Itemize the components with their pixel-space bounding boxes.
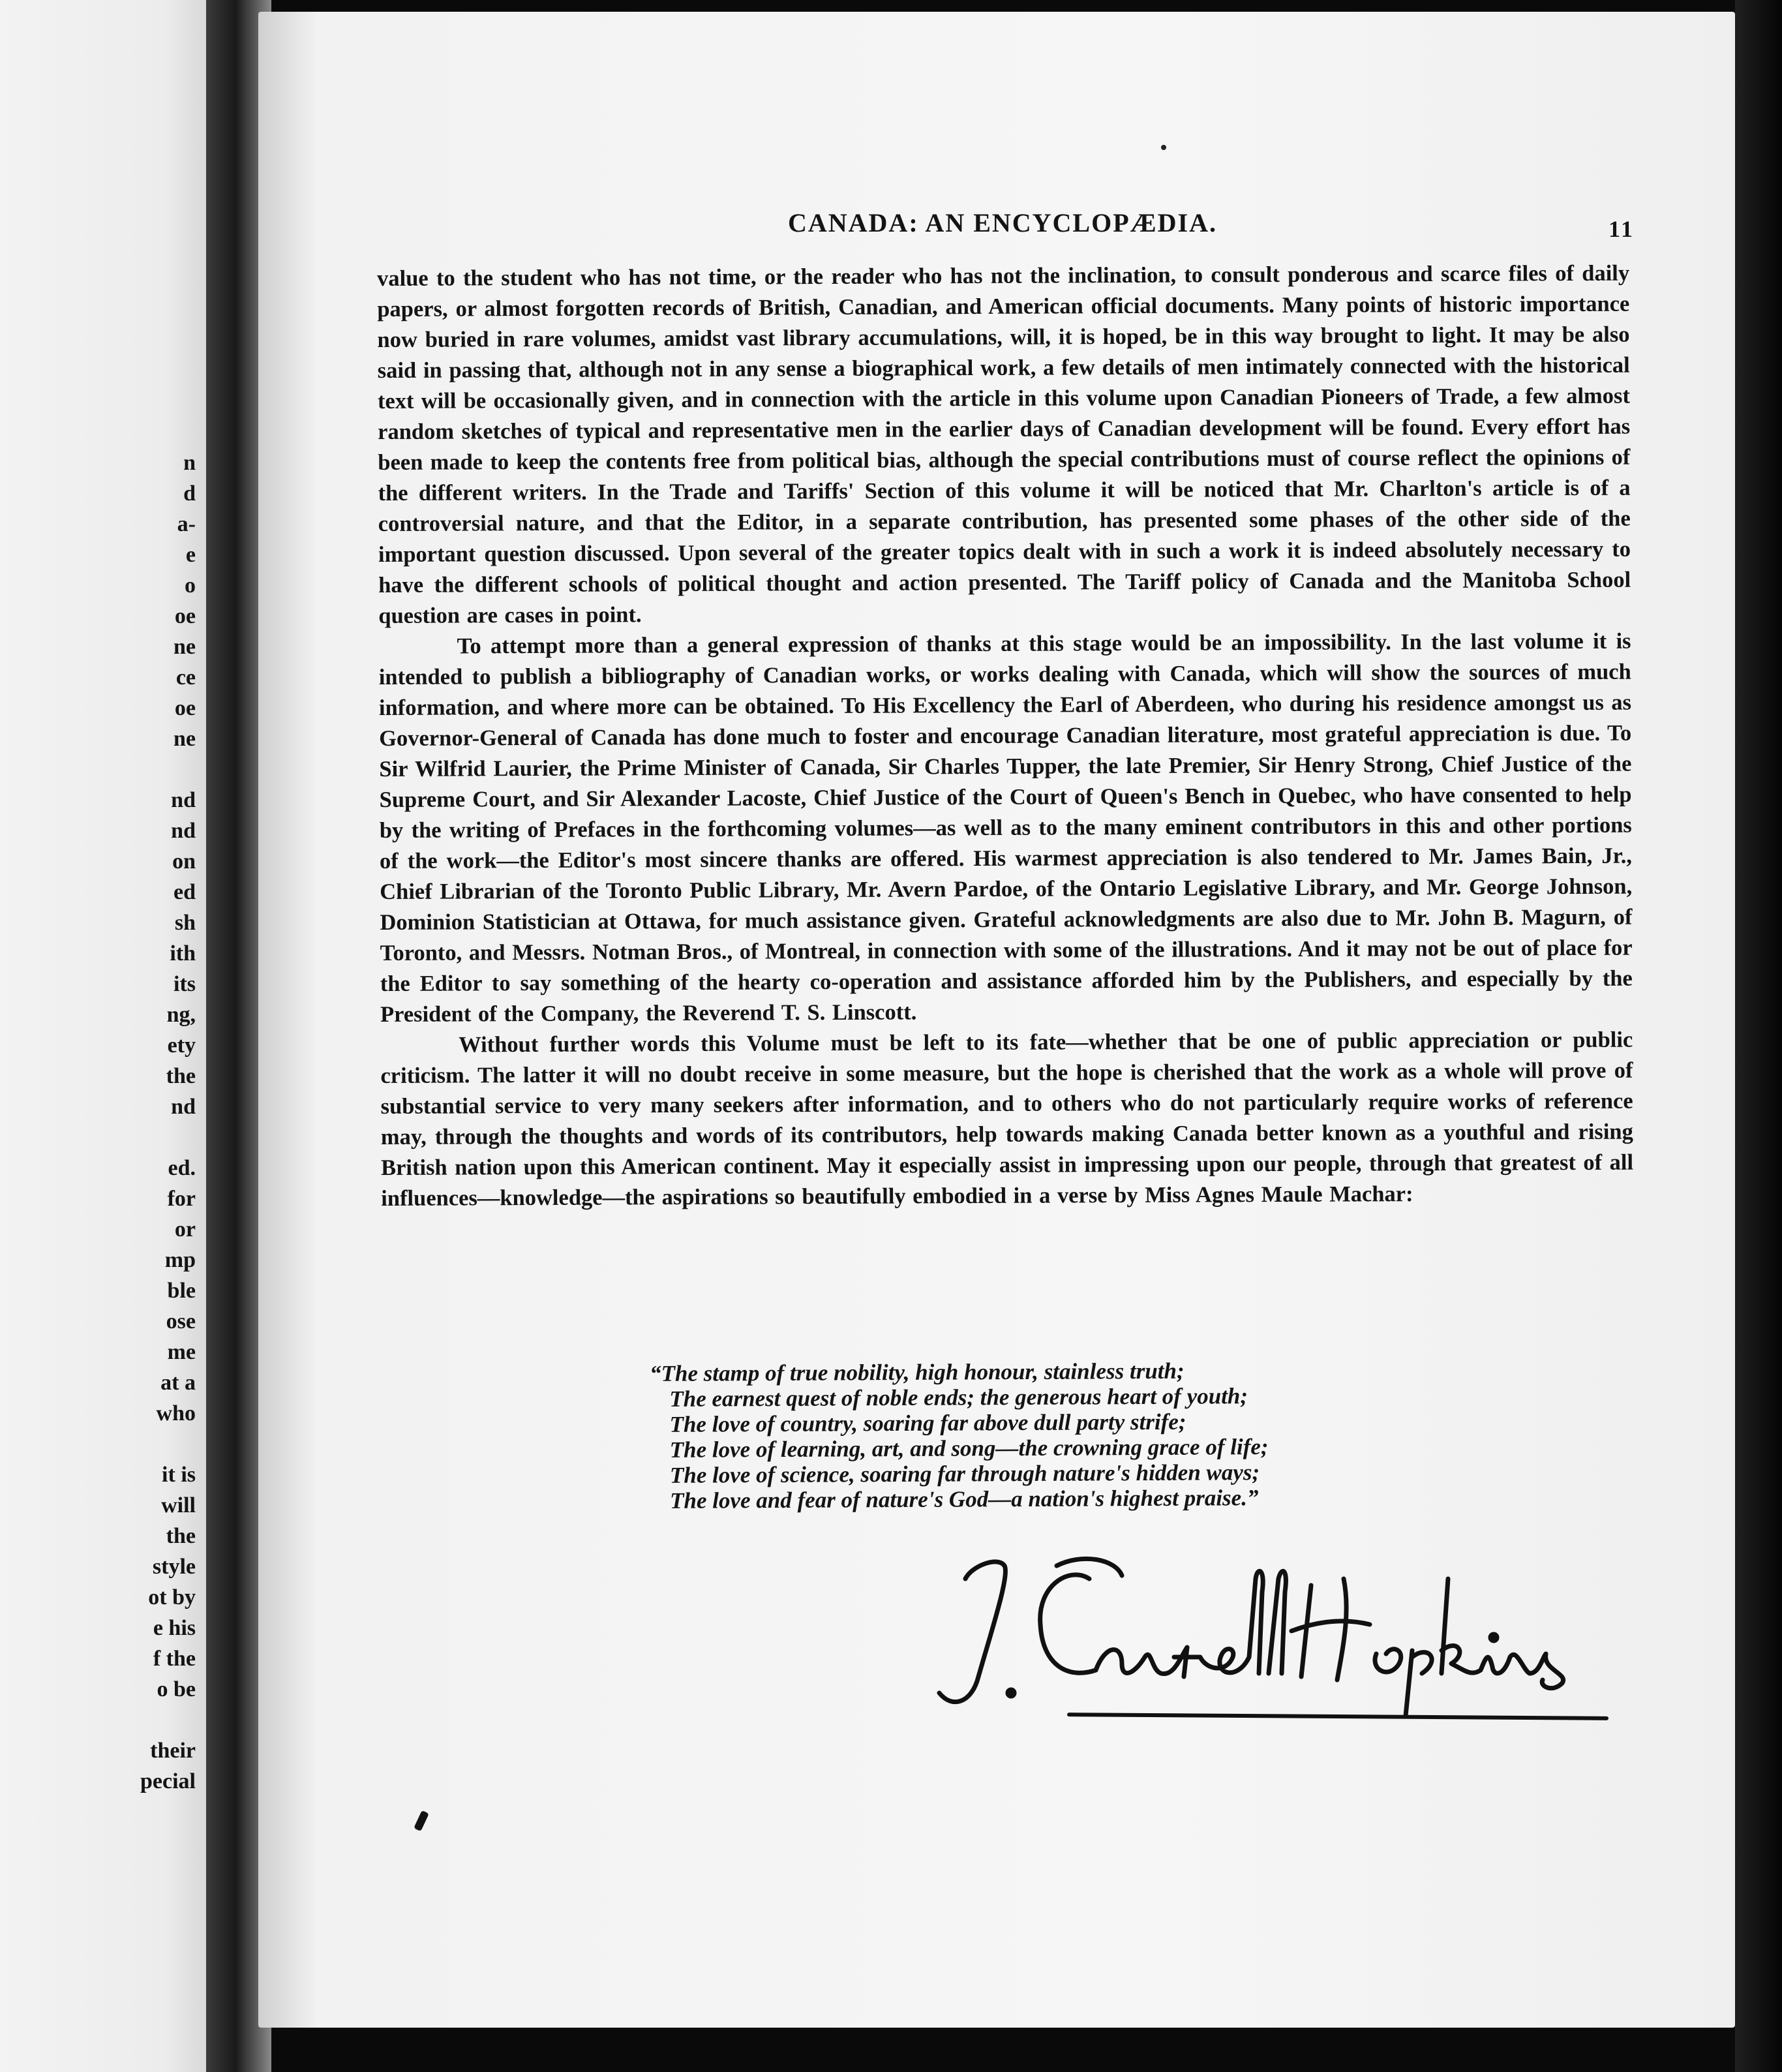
left-page-fragment [0, 1429, 196, 1459]
page-number: 11 [1608, 216, 1635, 242]
left-page-fragment: ed. [168, 1156, 196, 1180]
left-page-fragment [0, 754, 196, 785]
left-page-fragment: their [150, 1739, 196, 1763]
left-page-fragment: the [166, 1524, 196, 1548]
poem-line: The earnest quest of noble ends; the generous heart of youth; [669, 1383, 1248, 1412]
left-page-fragment: nd [171, 1095, 196, 1119]
body-text [377, 258, 1633, 1214]
left-page-fragment: mp [164, 1248, 196, 1272]
left-page-fragment: at a [160, 1371, 196, 1395]
left-page-fragment: o [185, 573, 196, 598]
left-page-edge [0, 0, 206, 2072]
paragraph-3: Without further words this Volume must be left to its fate—whether that be one of public appreciation or public criticism. The latter it will no doubt receive in some measure, but the hope is cherished that the work as a whole will prove of substantial service to very many seekers after information, and to others who do not particularly require works of reference may, through the thoughts and words of its contributors, help towards making Canada better known as a youthful and rising British nation upon this American continent. May it especially assist in impressing upon our people, through that greatest of all influences—knowledge—the aspirations so beautifully embodied in a verse by Miss Agnes Maule Machar: [380, 1027, 1634, 1211]
left-page-text-fragments [0, 448, 196, 1797]
right-page-edge [1735, 0, 1782, 2072]
left-page-fragment: nd [171, 819, 196, 843]
left-page-fragment: ot by [148, 1585, 196, 1609]
left-page-fragment: its [174, 972, 196, 996]
left-page-fragment: it is [162, 1463, 196, 1487]
poem-line: “The stamp of true nobility, high honour, stainless truth; [650, 1358, 1185, 1386]
running-header: CANADA: AN ENCYCLOPÆDIA. [788, 208, 1217, 237]
left-page-fragment: ose [166, 1309, 196, 1333]
left-page-fragment: pecial [140, 1769, 196, 1793]
left-page-fragment: e [185, 543, 196, 567]
left-page-fragment: on [172, 849, 196, 874]
left-page-fragment: ble [167, 1279, 196, 1303]
left-page-fragment: ith [170, 941, 196, 966]
poem-line: The love of country, soaring far above dull party strife; [669, 1409, 1186, 1437]
left-page-fragment: for [167, 1187, 196, 1211]
left-page-fragment: n [183, 451, 196, 475]
left-page-fragment: oe [174, 696, 196, 720]
left-page-fragment: ng, [166, 1003, 196, 1027]
left-page-fragment: or [174, 1217, 196, 1242]
handwritten-signature [926, 1540, 1618, 1735]
left-page-fragment [0, 1122, 196, 1153]
left-page-fragment: e his [153, 1616, 196, 1640]
left-page-fragment: ed [174, 880, 196, 904]
paragraph-2: To attempt more than a general expression of thanks at this stage would be an impossibility. In the last volume it is intended to publish a bibliography of Canadian works, or works dealing with Canada, which will show the sources of much information, and where more can be obtained. To His Excellency the Earl of Aberdeen, who during his residence amongst us as Governor-General of Canada has done much to foster and encourage Canadian literature, most grateful appreciation is due. To Sir Wilfrid Laurier, the Prime Minister of Canada, Sir Charles Tupper, the late Premier, Sir Henry Strong, Chief Justice of the Supreme Court, and Sir Alexander Lacoste, Chief Justice of the Court of Queen's Bench in Quebec, who have consented to help by the writing of Prefaces in the forthcoming volumes—as well as to the many eminent contributors in this and other portions of the work—the Editor's most sincere thanks are offered. His warmest appreciation is also tendered to Mr. James Bain, Jr., Chief Librarian of the Toronto Public Library, Mr. Avern Pardoe, of the Ontario Legislative Library, and Mr. George Johnson, Dominion Statistician at Ottawa, for much assistance given. Grateful acknowledgments are also due to Mr. John B. Magurn, of Toronto, and Messrs. Notman Bros., of Montreal, in connection with some of the illustrations. And it may not be out of place for the Editor to say something of the hearty co-operation and assistance afforded him by the Publishers, and especially by the President of the Company, the Reverend T. S. Linscott. [378, 628, 1633, 1027]
header-dot [1161, 145, 1166, 150]
poem-verse [650, 1358, 1269, 1514]
left-page-fragment: who [156, 1401, 196, 1425]
left-page-fragment: o be [157, 1677, 196, 1701]
left-page-fragment: ne [174, 635, 196, 659]
paragraph-1: value to the student who has not time, or the reader who has not the inclination, to consult ponderous and scarce files of daily papers, or almost forgotten records of British, Canadian, and American official documents. Many points of historic importance now buried in rare volumes, amidst vast library accumulations, will, it is hoped, be in this way brought to light. It may be also said in passing that, although not in any sense a biographical work, a few details of men intimately connected with the historical text will be occasionally given, and in connection with the article in this volume upon Canadian Pioneers of Trade, a few almost random sketches of typical and representative men in the earlier days of Canadian development will be found. Every effort has been made to keep the contents free from political bias, although the special contributions must of course reflect the opinions of the different writers. In the Trade and Tariffs' Section of this volume it will be noticed that Mr. Charlton's article is of a controversial nature, and that the Editor, in a separate contribution, has presented some phases of the other side of the important question discussed. Upon several of the greater topics dealt with in such a work it is indeed absolutely necessary to have the different schools of political thought and action presented. The Tariff policy of Canada and the Manitoba School question are cases in point. [377, 260, 1631, 628]
left-page-fragment: ety [167, 1033, 196, 1058]
left-page-fragment: style [152, 1555, 196, 1579]
left-page-fragment: nd [171, 788, 196, 812]
left-page-fragment: oe [174, 604, 196, 628]
poem-line: The love and fear of nature's God—a nation's highest praise.” [670, 1485, 1259, 1514]
left-page-fragment: the [166, 1064, 196, 1088]
left-page-fragment: a- [177, 512, 196, 536]
left-page-fragment: will [161, 1493, 196, 1517]
poem-line: The love of science, soaring far through nature's hidden ways; [669, 1459, 1260, 1488]
poem-line: The love of learning, art, and song—the crowning grace of life; [669, 1434, 1269, 1463]
left-page-fragment: me [167, 1340, 196, 1364]
left-page-fragment: sh [174, 911, 196, 935]
left-page-fragment: ce [175, 665, 196, 690]
left-page-fragment: d [183, 481, 196, 506]
left-page-fragment: ne [174, 727, 196, 751]
left-page-fragment: f the [153, 1647, 196, 1671]
left-page-fragment [0, 1705, 196, 1735]
